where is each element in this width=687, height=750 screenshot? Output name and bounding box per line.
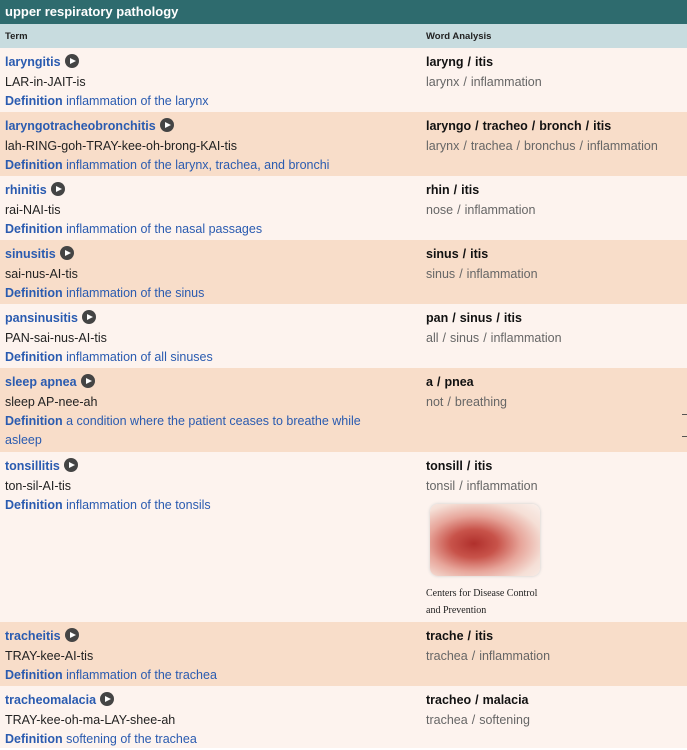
definition-text: inflammation of all sinuses (66, 350, 213, 364)
word-part: itis (470, 247, 489, 261)
definition-line (5, 731, 197, 747)
meaning-separator: / (442, 331, 446, 345)
word-meanings (426, 202, 535, 218)
pronunciation: lah-RING-goh-TRAY-kee-oh-brong-KAI-tis (5, 139, 238, 153)
photo-credit-line: Centers for Disease Control (426, 588, 538, 599)
term-line (5, 628, 79, 644)
definition-line (5, 413, 361, 429)
pronunciation: sai-nus-AI-tis (5, 267, 78, 281)
meaning-separator: / (483, 331, 487, 345)
meaning-separator: / (463, 139, 467, 153)
word-parts (426, 374, 474, 390)
word-parts (426, 458, 492, 474)
term-name[interactable]: rhinitis (5, 183, 47, 197)
word-part: itis (474, 459, 493, 473)
term-line (5, 246, 74, 262)
word-meanings (426, 330, 562, 346)
word-meaning: larynx (426, 75, 460, 89)
term-line (5, 310, 96, 326)
play-audio-icon[interactable] (82, 310, 96, 324)
word-meaning: inflammation (466, 479, 538, 493)
tonsils-photo (430, 504, 540, 576)
word-part: malacia (482, 693, 529, 707)
word-part: tracheo (426, 693, 472, 707)
word-part: trache (426, 629, 464, 643)
word-meaning: sinus (426, 267, 456, 281)
word-meaning: sinus (450, 331, 480, 345)
word-part: itis (593, 119, 612, 133)
term-name[interactable]: sinusitis (5, 247, 56, 261)
table-header (0, 24, 687, 48)
word-meanings (426, 712, 530, 728)
word-meaning: nose (426, 203, 454, 217)
term-name[interactable]: tracheitis (5, 629, 61, 643)
table-row (0, 240, 687, 304)
table-row (0, 48, 687, 112)
term-column-header: Term (5, 31, 28, 42)
part-separator: / (475, 693, 479, 707)
pronunciation: TRAY-kee-oh-ma-LAY-shee-ah (5, 713, 176, 727)
table-row (0, 176, 687, 240)
term-line (5, 458, 78, 474)
word-part: pan (426, 311, 449, 325)
part-separator: / (531, 119, 536, 133)
meaning-separator: / (447, 395, 451, 409)
term-line (5, 54, 79, 70)
table-row (0, 622, 687, 686)
definition-label: Definition (5, 158, 63, 172)
word-part: sinus (459, 311, 493, 325)
pronunciation: ton-sil-AI-tis (5, 479, 71, 493)
definition-label: Definition (5, 732, 63, 746)
definition-line (5, 157, 329, 173)
definition-line (5, 497, 211, 513)
term-name[interactable]: tracheomalacia (5, 693, 97, 707)
word-part: laryngo (426, 119, 472, 133)
meaning-separator: / (471, 713, 476, 727)
pronunciation: rai-NAI-tis (5, 203, 61, 217)
word-parts (426, 692, 529, 708)
play-audio-icon[interactable] (65, 628, 79, 642)
word-parts (426, 310, 522, 326)
definition-text: a condition where the patient ceases to breathe while (66, 414, 361, 428)
pronunciation: TRAY-kee-AI-tis (5, 649, 94, 663)
part-separator: / (475, 119, 479, 133)
table-row (0, 686, 687, 748)
word-meaning: larynx (426, 139, 460, 153)
play-audio-icon[interactable] (65, 54, 79, 68)
term-line (5, 118, 174, 134)
definition-label: Definition (5, 350, 63, 364)
word-meaning: inflammation (470, 75, 542, 89)
word-meaning: inflammation (479, 649, 551, 663)
word-part: laryng (426, 55, 464, 69)
definition-text: inflammation of the larynx, trachea, and bronchi (66, 158, 330, 172)
definition-text: inflammation of the nasal passages (66, 222, 263, 236)
term-line (5, 692, 114, 708)
pronunciation: PAN-sai-nus-AI-tis (5, 331, 107, 345)
part-separator: / (452, 311, 456, 325)
terms-table (0, 48, 687, 748)
word-meaning: trachea (470, 139, 513, 153)
definition-text: inflammation of the tonsils (66, 498, 211, 512)
part-separator: / (467, 55, 471, 69)
page-title: upper respiratory pathology (0, 0, 687, 24)
word-meaning: inflammation (464, 203, 536, 217)
play-audio-icon[interactable] (51, 182, 65, 196)
word-parts (426, 182, 479, 198)
word-part: itis (461, 183, 480, 197)
term-line (5, 182, 65, 198)
word-meaning: tonsil (426, 479, 456, 493)
scroll-tick (682, 414, 687, 415)
word-parts (426, 246, 488, 262)
pronunciation: LAR-in-JAIT-is (5, 75, 86, 89)
definition-label: Definition (5, 94, 63, 108)
definition-line (5, 667, 217, 683)
word-parts (426, 118, 611, 134)
term-name[interactable]: tonsillitis (5, 459, 60, 473)
part-separator: / (436, 375, 441, 389)
word-part: a (426, 375, 433, 389)
word-part: tonsill (426, 459, 463, 473)
word-part: pnea (444, 375, 474, 389)
word-part: bronch (539, 119, 582, 133)
word-meaning: inflammation (490, 331, 562, 345)
part-separator: / (453, 183, 458, 197)
definition-label: Definition (5, 286, 63, 300)
play-audio-icon[interactable] (100, 692, 114, 706)
word-part: rhin (426, 183, 450, 197)
part-separator: / (585, 119, 590, 133)
word-meaning: trachea (426, 713, 468, 727)
word-meaning: bronchus (524, 139, 576, 153)
word-meaning: inflammation (466, 267, 538, 281)
definition-text: inflammation of the larynx (66, 94, 209, 108)
table-row (0, 452, 687, 622)
word-meanings (426, 74, 542, 90)
definition-label: Definition (5, 498, 63, 512)
word-analysis-column-header: Word Analysis (426, 31, 492, 42)
definition-line (5, 349, 213, 365)
word-meaning: inflammation (586, 139, 658, 153)
photo-credit-line: and Prevention (426, 605, 487, 616)
word-meanings (426, 394, 507, 410)
table-row (0, 304, 687, 368)
scroll-tick (682, 436, 687, 437)
word-part: tracheo (482, 119, 528, 133)
pronunciation: sleep AP-nee-ah (5, 395, 98, 409)
part-separator: / (467, 629, 472, 643)
term-name[interactable]: laryngitis (5, 55, 61, 69)
word-meaning: trachea (426, 649, 468, 663)
definition-text-cont: asleep (5, 433, 42, 447)
word-meanings (426, 266, 538, 282)
definition-text: softening of the trachea (66, 732, 197, 746)
part-separator: / (496, 311, 500, 325)
meaning-separator: / (516, 139, 521, 153)
word-meanings (426, 138, 658, 154)
play-audio-icon[interactable] (64, 458, 78, 472)
word-meaning: softening (479, 713, 530, 727)
meaning-separator: / (457, 203, 461, 217)
definition-label: Definition (5, 668, 63, 682)
definition-text: inflammation of the sinus (66, 286, 205, 300)
word-parts (426, 628, 493, 644)
part-separator: / (462, 247, 467, 261)
word-meaning: all (426, 331, 439, 345)
meaning-separator: / (459, 267, 463, 281)
definition-text: inflammation of the trachea (66, 668, 217, 682)
definition-line (5, 93, 209, 109)
definition-line (5, 221, 262, 237)
table-row (0, 368, 687, 452)
definition-label: Definition (5, 222, 63, 236)
play-audio-icon[interactable] (81, 374, 95, 388)
word-part: itis (503, 311, 522, 325)
play-audio-icon[interactable] (60, 246, 74, 260)
word-part: itis (475, 629, 494, 643)
word-parts (426, 54, 493, 70)
meaning-separator: / (459, 479, 463, 493)
word-meaning: not (426, 395, 444, 409)
meaning-separator: / (579, 139, 583, 153)
term-line (5, 374, 95, 390)
definition-line (5, 285, 204, 301)
term-name[interactable]: sleep apnea (5, 375, 77, 389)
play-audio-icon[interactable] (160, 118, 174, 132)
definition-label: Definition (5, 414, 63, 428)
word-meaning: breathing (454, 395, 507, 409)
table-row (0, 112, 687, 176)
word-part: itis (475, 55, 494, 69)
part-separator: / (466, 459, 471, 473)
term-name[interactable]: pansinusitis (5, 311, 78, 325)
term-name[interactable]: laryngotracheobronchitis (5, 119, 156, 133)
word-meanings (426, 478, 538, 494)
meaning-separator: / (463, 75, 467, 89)
word-meanings (426, 648, 550, 664)
meaning-separator: / (471, 649, 476, 663)
word-part: sinus (426, 247, 459, 261)
